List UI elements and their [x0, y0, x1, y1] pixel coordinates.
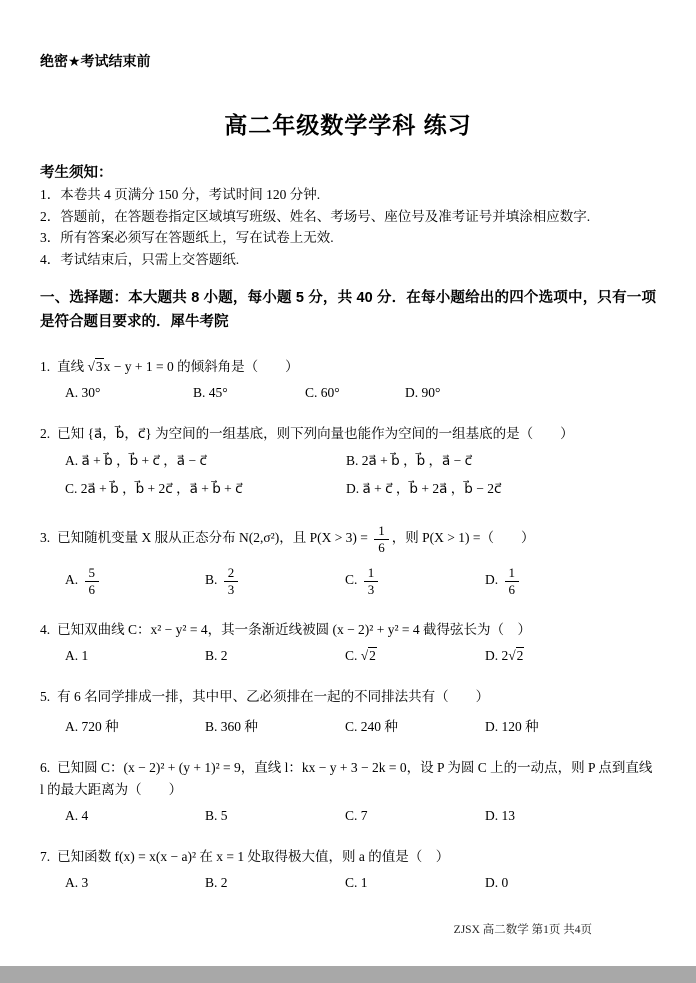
option-a — [65, 648, 205, 664]
question-stem — [40, 757, 656, 801]
option-label: A. — [65, 572, 82, 588]
fraction-numerator: 5 — [85, 565, 100, 582]
question-stem — [40, 423, 656, 445]
stem-text: 有 6 名同学排成一排，其中甲、乙必须排在一起的不同排法共有（ ） — [57, 689, 490, 705]
option-d: D. 13 — [485, 808, 515, 824]
options-row — [40, 875, 656, 891]
stem-text: x − y + 1 = 0 的倾斜角是（ ） — [103, 359, 299, 374]
option-a: A. 3 — [65, 875, 89, 891]
fraction-numerator: 2 — [224, 565, 239, 582]
question-number: 6. — [40, 760, 51, 776]
question-number: 5. — [40, 689, 51, 705]
question-7 — [40, 846, 656, 891]
question-stem — [40, 523, 656, 555]
options-row — [40, 808, 656, 824]
question-stem — [40, 686, 656, 708]
fraction-denominator: 3 — [227, 581, 235, 597]
option-label: B. — [205, 572, 221, 588]
option-d: D. 120 种 — [485, 719, 539, 735]
option-d — [485, 565, 522, 597]
stem-text: 已知随机变量 X 服从正态分布 N(2,σ²)，且 P(X > 3) = — [57, 530, 372, 546]
option-d: D. 90° — [405, 385, 441, 400]
option-text: D. 2√ — [485, 648, 516, 664]
classification-label: 绝密★考试结束前 — [40, 53, 151, 69]
option-text: A. 1 — [65, 648, 89, 664]
option-b — [205, 648, 345, 664]
option-label: C. — [345, 572, 361, 588]
question-5 — [40, 686, 656, 735]
option-c: C. 60° — [305, 385, 340, 400]
radicand: 2 — [369, 648, 376, 664]
page-title: 高二年级数学学科 练习 — [224, 112, 472, 138]
fraction — [374, 523, 389, 555]
option-d: D. a⃗ + c⃗ ，b⃗ + 2a⃗ ，b⃗ − 2c⃗ — [346, 481, 502, 496]
stem-text: 已知函数 f(x) = x(x − a)² 在 x = 1 处取得极大值，则 a 的值是（ ） — [57, 849, 450, 865]
notice-item-3: 3．所有答案必须写在答题纸上，写在试卷上无效. — [40, 230, 334, 245]
option-b: B. 360 种 — [205, 719, 258, 735]
question-stem — [40, 356, 656, 378]
option-b: B. 5 — [205, 808, 228, 824]
question-stem — [40, 846, 656, 868]
option-d: D. 0 — [485, 875, 509, 891]
option-c: C. 240 种 — [345, 719, 398, 735]
option-d — [485, 648, 524, 664]
fraction — [224, 565, 239, 597]
options-row — [40, 385, 656, 401]
question-stem — [40, 619, 656, 641]
option-c — [345, 565, 485, 597]
fraction-denominator: 6 — [88, 581, 95, 597]
stem-text: ，则 P(X > 1) =（ ） — [391, 530, 535, 546]
page-footer: ZJSX 高二数学 第1页 共4页 — [453, 924, 592, 936]
radicand: 2 — [516, 648, 524, 664]
option-a: A. 4 — [65, 808, 89, 824]
section-header: 一、选择题：本大题共 8 小题，每小题 5 分，共 40 分．在每小题给出的四个选项中，只有一项是符合题目要求的．犀牛考院 — [40, 290, 656, 330]
option-c: C. 2a⃗ + b⃗ ，b⃗ + 2c⃗ ，a⃗ + b⃗ + c⃗ — [65, 481, 243, 496]
question-number: 3. — [40, 530, 51, 546]
option-text: B. 2 — [205, 648, 228, 664]
stem-text: 已知圆 C：(x − 2)² + (y + 1)² = 9，直线 l：kx − y + 3 − 2k = 0，设 P 为圆 C 上的一动点，则 P 点到直线 l 的最大距离为（ ） — [40, 760, 653, 798]
options-row — [40, 715, 656, 735]
fraction-denominator: 6 — [378, 539, 385, 555]
question-number: 7. — [40, 849, 51, 865]
options-row — [40, 477, 656, 501]
option-c: C. 7 — [345, 808, 368, 824]
option-c — [345, 648, 485, 664]
fraction-numerator: 1 — [364, 565, 379, 582]
option-text: C. √ — [345, 648, 369, 664]
option-a: A. 30° — [65, 385, 101, 400]
fraction-denominator: 3 — [367, 581, 375, 597]
stem-text: 已知双曲线 C：x² − y² = 4，其一条渐近线被圆 (x − 2)² + y² = 4 截得弦长为（ ） — [57, 622, 532, 638]
question-1 — [40, 356, 656, 401]
notice-title: 考生须知： — [40, 165, 113, 181]
fraction-denominator: 6 — [508, 581, 515, 597]
fraction-numerator: 1 — [374, 523, 389, 540]
option-label: D. — [485, 572, 502, 588]
options-row — [40, 565, 656, 597]
question-6 — [40, 757, 656, 824]
fraction-numerator: 1 — [505, 565, 520, 582]
option-b — [205, 565, 345, 597]
option-b: B. 2 — [205, 875, 228, 891]
question-number: 2. — [40, 426, 51, 441]
question-2 — [40, 423, 656, 501]
question-number: 4. — [40, 622, 51, 638]
notice-item-4: 4．考试结束后，只需上交答题纸. — [40, 251, 240, 267]
options-row — [40, 449, 656, 473]
fraction — [85, 565, 100, 597]
option-c: C. 1 — [345, 875, 368, 891]
question-number: 1. — [40, 359, 51, 374]
option-b: B. 45° — [193, 385, 228, 400]
options-row — [40, 648, 656, 664]
notice-item-2: 2．答题前，在答题卷指定区域填写班级、姓名、考场号、座位号及准考证号并填涂相应数字. — [40, 208, 591, 224]
notice-item-1: 1．本卷共 4 页满分 150 分，考试时间 120 分钟. — [40, 187, 321, 202]
option-a: A. 720 种 — [65, 719, 119, 735]
stem-text: 已知 {a⃗，b⃗，c⃗} 为空间的一组基底，则下列向量也能作为空间的一组基底的是（ ） — [57, 426, 574, 441]
question-3 — [40, 523, 656, 597]
option-a — [65, 565, 205, 597]
fraction — [364, 565, 379, 597]
option-b: B. 2a⃗ + b⃗ ，b⃗ ，a⃗ − c⃗ — [346, 453, 473, 468]
option-a: A. a⃗ + b⃗ ，b⃗ + c⃗ ，a⃗ − c⃗ — [65, 453, 207, 468]
fraction — [505, 565, 520, 597]
radicand: 3 — [95, 359, 103, 374]
question-4 — [40, 619, 656, 664]
stem-text: 直线 √ — [57, 359, 95, 374]
